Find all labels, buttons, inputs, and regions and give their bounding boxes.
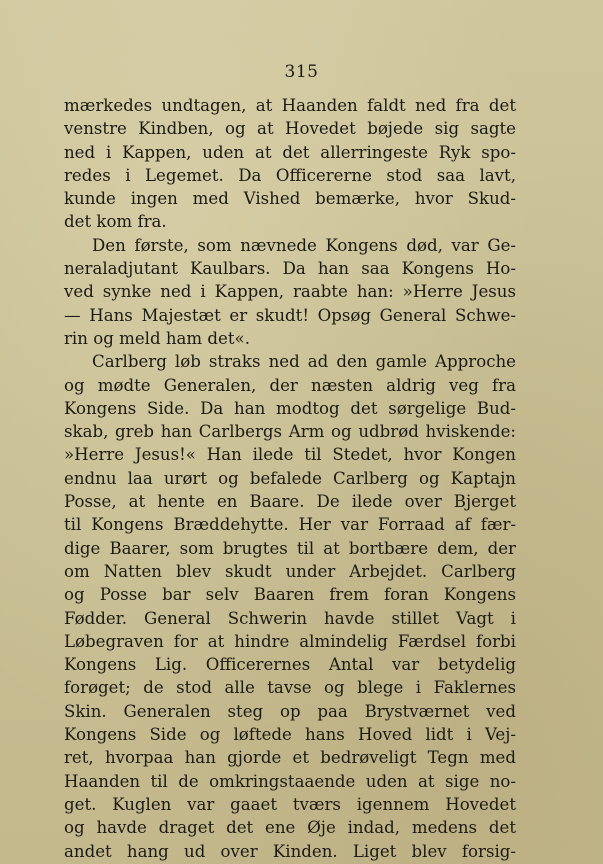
text-line: andet hang ud over Kinden. Liget blev forsig- xyxy=(64,841,516,861)
text-line: redes i Legemet. Da Officererne stod saa lavt, xyxy=(64,165,516,185)
text-line: Kongens Lig. Officerernes Antal var betydelig xyxy=(64,655,516,675)
text-line: Skin. Generalen steg op paa Brystværnet ved xyxy=(64,701,516,721)
text-line: Løbegraven for at hindre almindelig Færdsel forbi xyxy=(64,631,516,651)
text-line: endnu laa urørt og befalede Carlberg og Kaptajn xyxy=(64,468,516,488)
page-number: 315 xyxy=(284,62,319,82)
body-text xyxy=(64,94,516,863)
text-line: og Posse bar selv Baaren frem foran Kongens xyxy=(64,585,516,605)
text-line: ret, hvorpaa han gjorde et bedrøveligt Tegn med xyxy=(64,748,516,768)
text-line: til Kongens Bræddehytte. Her var Forraad af fær- xyxy=(64,515,516,535)
text-line: Kongens Side. Da han modtog det sørgelige Bud- xyxy=(64,398,516,418)
text-line: venstre Kindben, og at Hovedet bøjede sig sagte xyxy=(64,119,516,139)
text-line: mærkedes undtagen, at Haanden faldt ned fra det xyxy=(64,96,516,115)
text-line: neraladjutant Kaulbars. Da han saa Kongens Ho- xyxy=(64,259,516,279)
text-line: get. Kuglen var gaaet tværs igennem Hovedet xyxy=(64,794,516,814)
text-line: og mødte Generalen, der næsten aldrig veg fra xyxy=(64,375,516,395)
text-line: dige Baarer, som brugtes til at bortbære dem, der xyxy=(64,538,516,558)
text-line: ved synke ned i Kappen, raabte han: »Herre Jesus xyxy=(64,282,516,302)
text-line: Kongens Side og løftede hans Hoved lidt i Vej- xyxy=(64,725,516,745)
text-line: skab, greb han Carlbergs Arm og udbrød hviskende: xyxy=(64,422,516,442)
text-line: og havde draget det ene Øje indad, medens det xyxy=(64,818,516,838)
text-line: Den første, som nævnede Kongens død, var Ge- xyxy=(92,235,516,255)
text-line: forøget; de stod alle tavse og blege i Faklernes xyxy=(64,678,516,698)
text-line: Fødder. General Schwerin havde stillet Vagt i xyxy=(64,608,516,628)
text-line: rin og meld ham det«. xyxy=(64,328,250,348)
text-line: »Herre Jesus!« Han ilede til Stedet, hvor Kongen xyxy=(64,445,516,465)
text-line: det kom fra. xyxy=(64,212,167,232)
text-line: kunde ingen med Vished bemærke, hvor Skud- xyxy=(64,189,516,209)
text-line: om Natten blev skudt under Arbejdet. Carlberg xyxy=(64,561,516,581)
text-line: — Hans Majestæt er skudt! Opsøg General Schwe- xyxy=(64,305,516,325)
text-line: Haanden til de omkringstaaende uden at sige no- xyxy=(64,771,516,791)
text-line: Carlberg løb straks ned ad den gamle Approche xyxy=(92,352,516,372)
text-line: Posse, at hente en Baare. De ilede over Bjerget xyxy=(64,492,516,512)
text-line: ned i Kappen, uden at det allerringeste Ryk spo- xyxy=(64,142,516,162)
